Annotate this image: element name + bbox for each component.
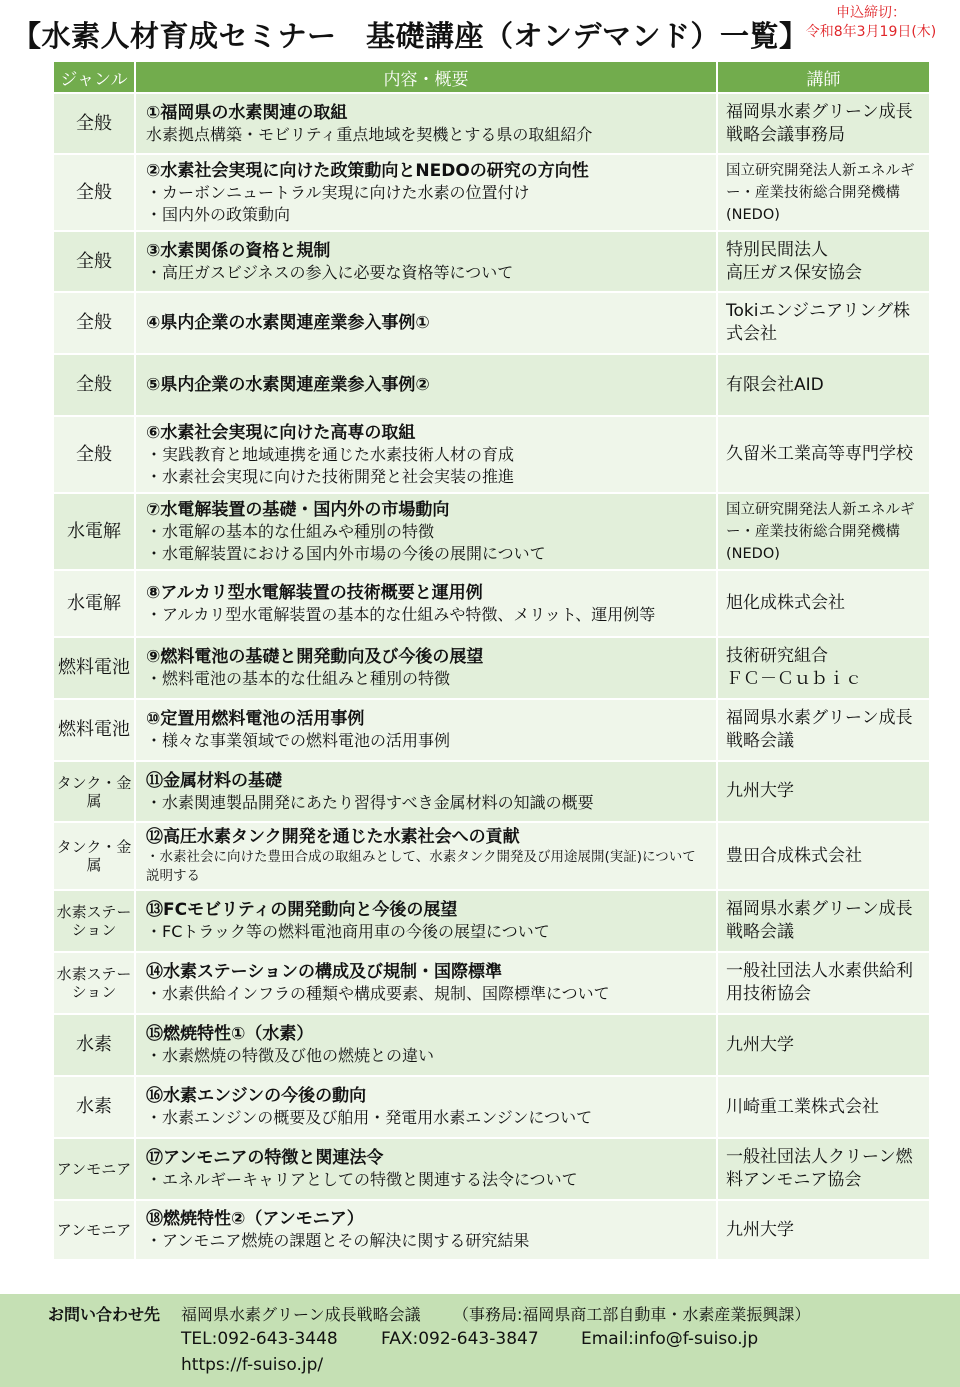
course-title: ③水素関係の資格と規制: [146, 240, 331, 261]
table-row: [53, 93, 930, 154]
content-cell: [135, 292, 717, 354]
genre-cell: 水素ステーション: [53, 890, 135, 952]
genre-cell: 燃料電池: [53, 699, 135, 761]
course-title: ④県内企業の水素関連産業参入事例①: [146, 313, 430, 333]
course-description: 水素拠点構築・モビリティ重点地域を契機とする県の取組紹介: [146, 124, 593, 144]
course-description: ・水素関連製品開発にあたり習得すべき金属材料の知識の概要: [146, 792, 594, 812]
contact-tel: TEL:092-643-3448: [181, 1329, 338, 1349]
course-description: ・国内外の政策動向: [146, 204, 291, 224]
genre-cell: 全般: [53, 93, 135, 154]
course-description: ・水素供給インフラの種類や構成要素、規制、国際標準について: [146, 984, 610, 1003]
content-cell: [135, 1200, 717, 1260]
contact-org: 福岡県水素グリーン成長戦略会議: [181, 1305, 421, 1324]
course-title: ①福岡県の水素関連の取組: [146, 102, 348, 123]
lecturer-cell: 九州大学: [717, 761, 930, 822]
course-title: ⑤県内企業の水素関連産業参入事例②: [146, 375, 430, 395]
genre-cell: タンク・金属: [53, 761, 135, 822]
content-cell: [135, 952, 717, 1014]
lecturer-cell: 福岡県水素グリーン成長戦略会議事務局: [717, 93, 930, 154]
table-row: [53, 493, 930, 570]
lecturer-cell: 九州大学: [717, 1200, 930, 1260]
table-row: [53, 231, 930, 292]
genre-cell: 水電解: [53, 493, 135, 570]
table-row: [53, 1076, 930, 1138]
course-description: ・水素社会実現に向けた技術開発と社会実装の推進: [146, 466, 515, 486]
deadline-date: 令和8年3月19日(木): [805, 24, 937, 40]
genre-cell: 水素ステーション: [53, 952, 135, 1014]
header-lecturer: 講師: [717, 61, 930, 93]
content-cell: [135, 822, 717, 890]
lecturer-cell: 一般社団法人水素供給利用技術協会: [717, 952, 930, 1014]
table-row: [53, 761, 930, 822]
course-title: ②水素社会実現に向けた政策動向とNEDOの研究の方向性: [146, 160, 589, 181]
table-row: [53, 637, 930, 699]
genre-cell: 水素: [53, 1076, 135, 1138]
table-row: [53, 354, 930, 416]
course-description: ・FCトラック等の燃料電池商用車の今後の展望について: [146, 922, 550, 941]
contact-fax: FAX:092-643-3847: [381, 1329, 539, 1349]
course-table: [52, 60, 931, 1261]
course-description: ・水素社会に向けた豊田合成の取組みとして、水素タンク開発及び用途展開(実証)について説明する: [146, 849, 696, 884]
table-row: [53, 1014, 930, 1076]
content-cell: [135, 637, 717, 699]
genre-cell: 全般: [53, 292, 135, 354]
course-description: ・水電解の基本的な仕組みや種別の特徴: [146, 521, 435, 541]
header-genre: ジャンル: [53, 61, 135, 93]
contact-label: お問い合わせ先: [48, 1305, 161, 1324]
content-cell: [135, 354, 717, 416]
deadline-notice: [786, 4, 956, 42]
course-title: ⑧アルカリ型水電解装置の技術概要と運用例: [146, 582, 483, 603]
course-title: ⑪金属材料の基礎: [146, 770, 282, 791]
content-cell: [135, 93, 717, 154]
deadline-label: 申込締切：: [836, 5, 906, 21]
content-cell: [135, 890, 717, 952]
lecturer-cell: 久留米工業高等専門学校: [717, 416, 930, 493]
course-title: ⑱燃焼特性②（アンモニア）: [146, 1209, 364, 1229]
lecturer-cell: 九州大学: [717, 1014, 930, 1076]
course-title: ⑰アンモニアの特徴と関連法令: [146, 1148, 384, 1168]
content-cell: [135, 761, 717, 822]
course-title: ⑭水素ステーションの構成及び規制・国際標準: [146, 962, 502, 982]
lecturer-cell: 国立研究開発法人新エネルギー・産業技術総合開発機構(NEDO): [717, 154, 930, 231]
contact-footer: [0, 1294, 960, 1387]
table-row: [53, 292, 930, 354]
genre-cell: 水素: [53, 1014, 135, 1076]
course-title: ⑨燃料電池の基礎と開発動向及び今後の展望: [146, 647, 484, 667]
lecturer-cell: 福岡県水素グリーン成長戦略会議: [717, 699, 930, 761]
lecturer-cell: 国立研究開発法人新エネルギー・産業技術総合開発機構(NEDO): [717, 493, 930, 570]
genre-cell: 全般: [53, 416, 135, 493]
course-description: ・様々な事業領域での燃料電池の活用事例: [146, 731, 451, 750]
lecturer-cell: 川崎重工業株式会社: [717, 1076, 930, 1138]
genre-cell: アンモニア: [53, 1200, 135, 1260]
course-description: ・エネルギーキャリアとしての特徴と関連する法令について: [146, 1170, 578, 1189]
course-title: ⑩定置用燃料電池の活用事例: [146, 709, 365, 729]
genre-cell: 水電解: [53, 570, 135, 637]
contact-office: （事務局:福岡県商工部自動車・水素産業振興課）: [453, 1305, 811, 1324]
course-title: ⑦水電解装置の基礎・国内外の市場動向: [146, 499, 450, 520]
page-title: 【水素人材育成セミナー 基礎講座（オンデマンド）一覧】: [12, 19, 809, 53]
course-description: ・水素エンジンの概要及び舶用・発電用水素エンジンについて: [146, 1108, 593, 1127]
content-cell: [135, 699, 717, 761]
course-title: ⑮燃焼特性①（水素）: [146, 1024, 314, 1044]
lecturer-cell: Tokiエンジニアリング株式会社: [717, 292, 930, 354]
table-row: [53, 699, 930, 761]
table-row: [53, 1138, 930, 1200]
lecturer-cell: 福岡県水素グリーン成長戦略会議: [717, 890, 930, 952]
course-description: ・水素燃焼の特徴及び他の燃焼との違い: [146, 1046, 435, 1065]
contact-email-link[interactable]: Email:info@f-suiso.jp: [581, 1329, 759, 1349]
course-description: ・アンモニア燃焼の課題とその解決に関する研究結果: [146, 1231, 530, 1250]
course-description: ・燃料電池の基本的な仕組みと種別の特徴: [146, 669, 451, 688]
course-description: ・カーボンニュートラル実現に向けた水素の位置付け: [146, 182, 530, 202]
lecturer-cell: 有限会社AID: [717, 354, 930, 416]
table-row: [53, 822, 930, 890]
course-title: ⑥水素社会実現に向けた高専の取組: [146, 422, 416, 443]
table-row: [53, 416, 930, 493]
lecturer-cell: 技術研究組合 ＦＣ－Ｃｕｂｉｃ: [717, 637, 930, 699]
contact-website-link[interactable]: https://f-suiso.jp/: [181, 1355, 324, 1375]
table-header-row: [53, 61, 930, 93]
genre-cell: 全般: [53, 231, 135, 292]
genre-cell: 燃料電池: [53, 637, 135, 699]
course-title: ⑬FCモビリティの開発動向と今後の展望: [146, 900, 458, 920]
lecturer-cell: 特別民間法人 高圧ガス保安協会: [717, 231, 930, 292]
content-cell: [135, 1138, 717, 1200]
content-cell: [135, 416, 717, 493]
content-cell: [135, 493, 717, 570]
table-row: [53, 890, 930, 952]
genre-cell: タンク・金属: [53, 822, 135, 890]
content-cell: [135, 1014, 717, 1076]
course-description: ・高圧ガスビジネスの参入に必要な資格等について: [146, 262, 514, 282]
table-row: [53, 154, 930, 231]
content-cell: [135, 570, 717, 637]
genre-cell: 全般: [53, 354, 135, 416]
header-content: 内容・概要: [135, 61, 717, 93]
lecturer-cell: 豊田合成株式会社: [717, 822, 930, 890]
content-cell: [135, 1076, 717, 1138]
table-row: [53, 1200, 930, 1260]
lecturer-cell: 旭化成株式会社: [717, 570, 930, 637]
course-title: ⑫高圧水素タンク開発を通じた水素社会への貢献: [146, 827, 520, 847]
course-title: ⑯水素エンジンの今後の動向: [146, 1086, 367, 1106]
course-description: ・水電解装置における国内外市場の今後の展開について: [146, 543, 546, 563]
course-description: ・実践教育と地域連携を通じた水素技術人材の育成: [146, 444, 515, 464]
genre-cell: 全般: [53, 154, 135, 231]
table-row: [53, 570, 930, 637]
course-description: ・アルカリ型水電解装置の基本的な仕組みや特徴、メリット、運用例等: [146, 604, 656, 624]
genre-cell: アンモニア: [53, 1138, 135, 1200]
lecturer-cell: 一般社団法人クリーン燃料アンモニア協会: [717, 1138, 930, 1200]
table-row: [53, 952, 930, 1014]
content-cell: [135, 154, 717, 231]
content-cell: [135, 231, 717, 292]
